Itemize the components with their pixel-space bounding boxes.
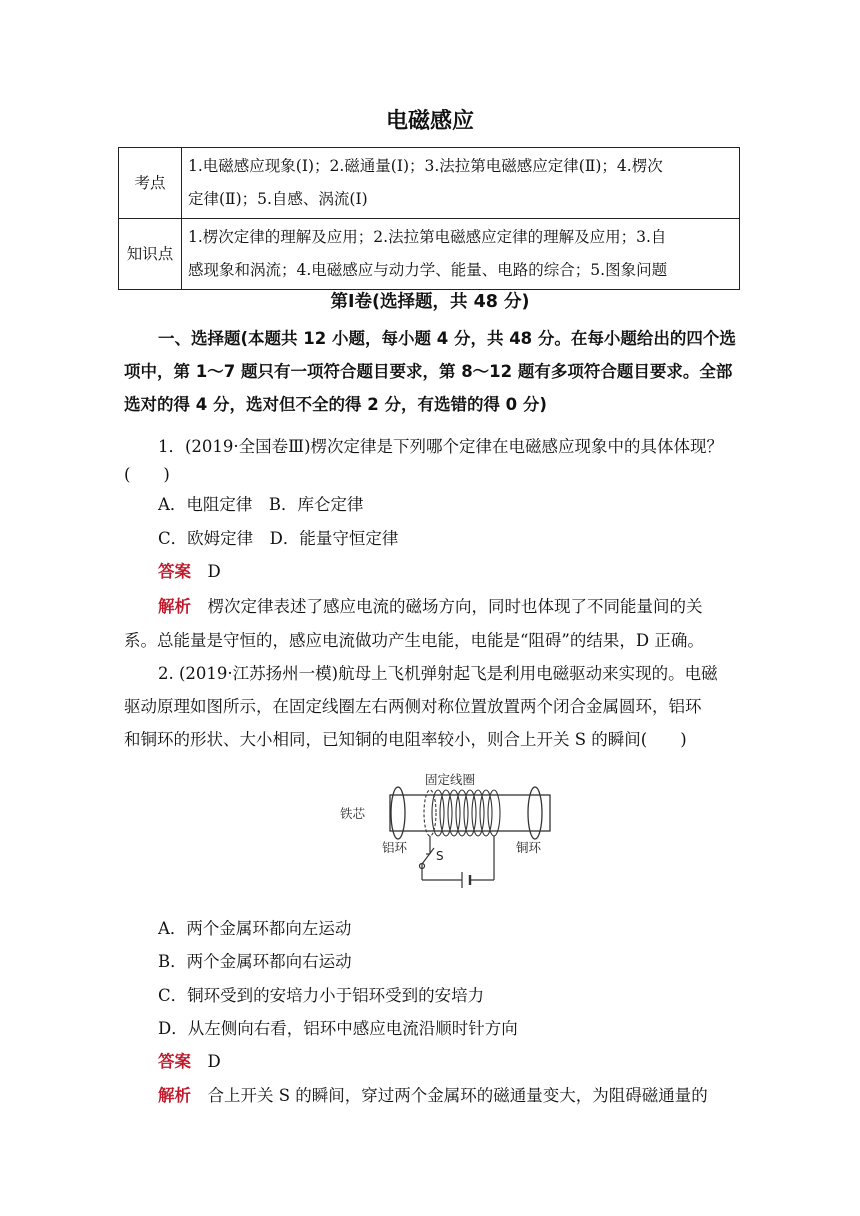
aluminum-label: 铝环 [382,840,408,855]
table-value-line: 1.楞次定律的理解及应用；2.法拉第电磁感应定律的理解及应用；3.自 [188,228,667,246]
table-value-cell [182,219,740,290]
answer-value: D [207,562,221,581]
instructions-line: 一、选择题(本题共 12 小题，每小题 4 分，共 48 分。在每小题给出的四个选 [158,329,736,348]
table-key-cell: 知识点 [119,219,182,290]
q2-option-c: C．铜环受到的安培力小于铝环受到的安培力 [158,986,485,1005]
q2-option-d: D．从左侧向右看，铝环中感应电流沿顺时针方向 [158,1019,518,1038]
table-value-cell [182,148,740,219]
analysis-label: 解析 [158,1086,191,1105]
instructions-line: 选对的得 4 分，选对但不全的得 2 分，有选错的得 0 分) [124,395,547,414]
fixed-coil [424,790,500,836]
table-value-line: 定律(Ⅱ)；5.自感、涡流(Ⅰ) [188,190,368,208]
table-value-line: 1.电磁感应现象(Ⅰ)；2.磁通量(Ⅰ)；3.法拉第电磁感应定律(Ⅱ)；4.楞次 [188,157,663,175]
table-row [119,219,740,290]
q2-stem-line: 和铜环的形状、大小相同，已知铜的电阻率较小，则合上开关 S 的瞬间( ) [124,730,687,749]
q1-options-row: C．欧姆定律 D．能量守恒定律 [158,529,399,548]
answer-label: 答案 [158,562,191,581]
instructions-line: 项中，第 1～7 题只有一项符合题目要求，第 8～12 题有多项符合题目要求。全部 [124,362,733,381]
switch-label: S [436,849,444,863]
analysis-label: 解析 [158,597,191,616]
q2-stem-line: 2. (2019·江苏扬州一模)航母上飞机弹射起飞是利用电磁驱动来实现的。电磁 [158,664,718,683]
q1-analysis-line: 系。总能量是守恒的，感应电流做功产生电能，电能是“阻碍”的结果，D 正确。 [124,631,704,650]
syllabus-table [118,147,740,290]
answer-label: 答案 [158,1052,191,1071]
analysis-text: 楞次定律表述了感应电流的磁场方向，同时也体现了不同能量间的关 [207,597,703,616]
circuit-figure [330,768,560,894]
table-value-line: 感现象和涡流；4.电磁感应与动力学、能量、电路的综合；5.图象问题 [188,261,668,279]
battery [462,872,470,888]
answer-value: D [207,1052,221,1071]
page-title: 电磁感应 [385,109,474,134]
q1-answer [158,555,221,588]
iron-core [390,795,550,831]
q2-option-a: A．两个金属环都向左运动 [158,919,352,938]
q2-option-b: B．两个金属环都向右运动 [158,952,352,971]
q1-options-row: A．电阻定律 B．库仑定律 [158,495,364,514]
copper-label: 铜环 [516,840,542,855]
q2-stem-line: 驱动原理如图所示，在固定线圈左右两侧对称位置放置两个闭合金属圆环，铝环 [124,697,702,716]
section-title: 第Ⅰ卷(选择题，共 48 分) [330,292,530,312]
analysis-text: 合上开关 S 的瞬间，穿过两个金属环的磁通量变大，为阻碍磁通量的 [207,1086,708,1105]
q1-stem-line: 1．(2019·全国卷Ⅲ)楞次定律是下列哪个定律在电磁感应现象中的具体体现？ [158,437,724,456]
q2-answer [158,1045,221,1078]
table-row [119,148,740,219]
q2-analysis-line [124,1079,739,1112]
circuit-wires [422,836,494,880]
table-key-cell: 考点 [119,148,182,219]
core-label: 铁芯 [340,806,366,821]
q1-analysis-line [124,590,739,623]
q1-stem-line: ( ) [124,465,170,484]
coil-label: 固定线圈 [425,772,476,787]
